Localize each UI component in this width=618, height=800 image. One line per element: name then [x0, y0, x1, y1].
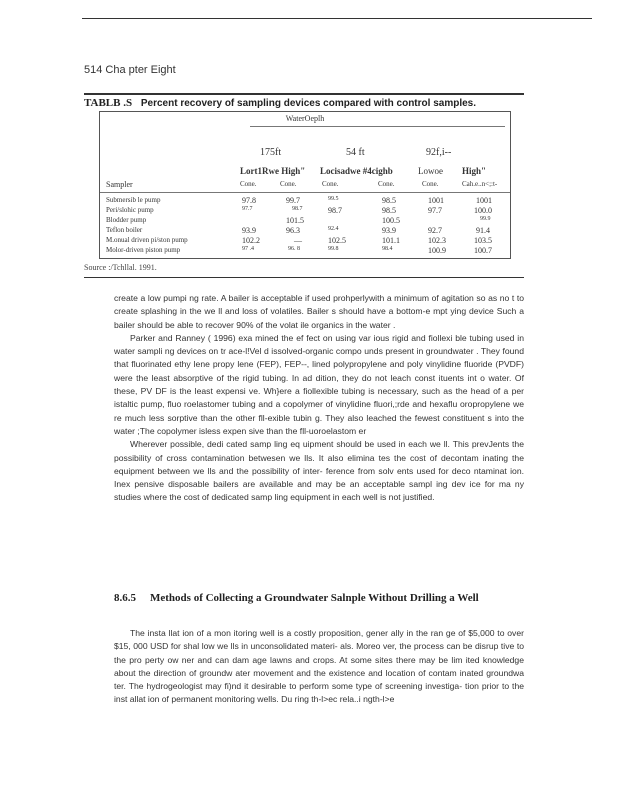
- row-value: 97.7: [242, 206, 253, 212]
- row-value: 92.4: [328, 226, 339, 232]
- paragraph: Wherever possible, dedi cated samp ling eq uipment should be used in each we ll. This prevJents the possibility of cross contamination betwesen we lls. It also elimina tes the cost of decontam inating the equipment between we lls and the possibility of inter- ference from solv ents used for deco ntaminat ion. Inex pensive disposable bailers are available and may be an acceptable sampl ing dev ice for ma ny studies where the cost of dedicated samp ling equipment in each well is not justified.: [114, 439, 524, 503]
- body-text-section-1: [114, 292, 524, 505]
- row-value: 98.5: [382, 206, 396, 215]
- subheader-2: Locisadwe #4cighb: [320, 166, 393, 176]
- row-value: 101.5: [286, 216, 304, 225]
- table-label: TABLB .S: [84, 97, 133, 109]
- section-heading: [114, 590, 514, 607]
- column-header-5: Cone.: [422, 180, 439, 188]
- column-header-3: Cone.: [322, 180, 339, 188]
- row-sampler: Submersib le pump: [106, 196, 161, 204]
- row-value: 103.5: [474, 236, 492, 245]
- subheader-4: High": [462, 166, 487, 176]
- depth-header-1: 175ft: [260, 147, 282, 158]
- row-value: 97 .4: [242, 246, 254, 252]
- row-sampler: Blodder pump: [106, 216, 147, 224]
- table-caption-text: Percent recovery of sampling devices compared with control samples.: [140, 98, 476, 109]
- row-value: 100.7: [474, 246, 492, 255]
- column-header-4: Cone.: [378, 180, 395, 188]
- column-header-2: Cone.: [280, 180, 297, 188]
- table-row: [100, 216, 510, 226]
- row-value: 93.9: [382, 226, 396, 235]
- table-row: [100, 226, 510, 236]
- row-sampler: Peri/slohic pump: [106, 206, 154, 214]
- row-value: 99.8: [328, 246, 339, 252]
- table-row: [100, 246, 510, 256]
- table-row: [100, 236, 510, 246]
- row-value: 96.3: [286, 226, 300, 235]
- row-value: 100.0: [474, 206, 492, 215]
- row-value: 102.3: [428, 236, 446, 245]
- row-value: 91.4: [476, 226, 490, 235]
- row-value: 96. 8: [288, 246, 300, 252]
- row-sampler: Teflon boiler: [106, 226, 143, 234]
- section-number: 8.6.5: [114, 592, 136, 604]
- row-sampler: Molor-driven piston pump: [106, 246, 181, 254]
- row-value: 99.7: [286, 196, 300, 205]
- row-value: 100.5: [382, 216, 400, 225]
- row-value: 1001: [476, 196, 492, 205]
- subheader-3: Lowoe: [418, 166, 443, 176]
- column-header-6: Cah.e..n<;:t-: [462, 180, 498, 188]
- row-value: 98.7: [292, 206, 303, 212]
- column-header-1: Cone.: [240, 180, 257, 188]
- row-value: 97.7: [428, 206, 442, 215]
- row-value: 99.5: [328, 196, 339, 202]
- paragraph: Parker and Ranney ( 1996) exa mined the ef fect on using var ious rigid and fiollexi ble tubing used in water sampli ng devices on tr ace-l!Vel d issolved-organic compo unds present in groundwater . They found that fluorinated ethy lene propy lene (FEP), FEP--, lined polypropylene and poly vinylidine fluoride (PVDF) were the least absorptive of the rigid tubing. In ad dition, they do not leach const ituents int o water. Of these, PV DF is the least expensi ve. Wh}ere a fiollexible tubing is necessary, such as the head of a per istaltic pump, fluo roelastomer tubing and a copolymer of vinylidine fluori,;rde and hexaflu oropropylene we re much less sorptive than the other fll-exible tubin g. They also leached the fewest constituent s into the water ;The copolymer isless expen sive than the fll-uoroelastom er: [114, 332, 524, 436]
- row-value: —: [294, 236, 302, 245]
- row-value: 92.7: [428, 226, 442, 235]
- table-row: [100, 196, 510, 206]
- water-depth-rule: [250, 126, 505, 127]
- table-bottom-rule: [84, 277, 524, 278]
- row-value: 102.2: [242, 236, 260, 245]
- sampler-header: Sampler: [106, 180, 133, 189]
- row-value: 98.7: [328, 206, 342, 215]
- table-row: [100, 206, 510, 216]
- recovery-table: [99, 111, 511, 259]
- row-value: 98.4: [382, 246, 393, 252]
- depth-header-3: 92f,i--: [426, 147, 452, 158]
- section-title: Methods of Collecting a Groundwater Salnple Without Drilling a Well: [150, 592, 479, 604]
- row-value: 99.9: [480, 216, 491, 222]
- row-value: 101.1: [382, 236, 400, 245]
- paragraph: The insta llat ion of a mon itoring well is a costly proposition, gener ally in the ran ge of $5,000 to over $15, 000 USD for shal low we lls in unconsolidated materi- als. Moreo ver, the process can be disrup tive to the pro perty ow ner and can dam age lawns and crops. At some sites there may be lim ited knowledge about the direction of groundw ater movement and the existence and location of contam inated groundwa ter. The hydrogeologist may fi)nd it desirable to perform some type of screening investiga- tion prior to the inst allat ion of permanent monitoring wells. Du ring th-l>ec rela..i ngth-l>e: [114, 628, 524, 705]
- body-text-section-2: [114, 627, 524, 707]
- table-block: [84, 93, 524, 278]
- row-value: 1001: [428, 196, 444, 205]
- table-caption: [84, 95, 524, 111]
- depth-header-2: 54 ft: [346, 147, 365, 158]
- row-value: 97.8: [242, 196, 256, 205]
- row-sampler: M.onual driven pi/ston pump: [106, 236, 188, 244]
- paragraph: create a low pumpi ng rate. A bailer is acceptable if used prohperlywith a minimum of agitation so as no t to create splashing in the we ll and loss of volatiles. Bailer s should have a bottom-e mpt ying device Such a bailer should be able to recover 90% of the volat ile organics in the water .: [114, 293, 524, 330]
- row-value: 102.5: [328, 236, 346, 245]
- water-depth-header: WaterOeplh: [285, 114, 325, 123]
- top-rule: [82, 18, 592, 19]
- table-source: Source :/Tchllal. 1991.: [84, 263, 157, 272]
- row-value: 93.9: [242, 226, 256, 235]
- subheader-1: Lort1Rwe High": [240, 166, 306, 176]
- row-value: 98.5: [382, 196, 396, 205]
- running-head: 514 Cha pter Eight: [84, 64, 176, 76]
- row-value: 100.9: [428, 246, 446, 255]
- header-rule: [100, 192, 510, 193]
